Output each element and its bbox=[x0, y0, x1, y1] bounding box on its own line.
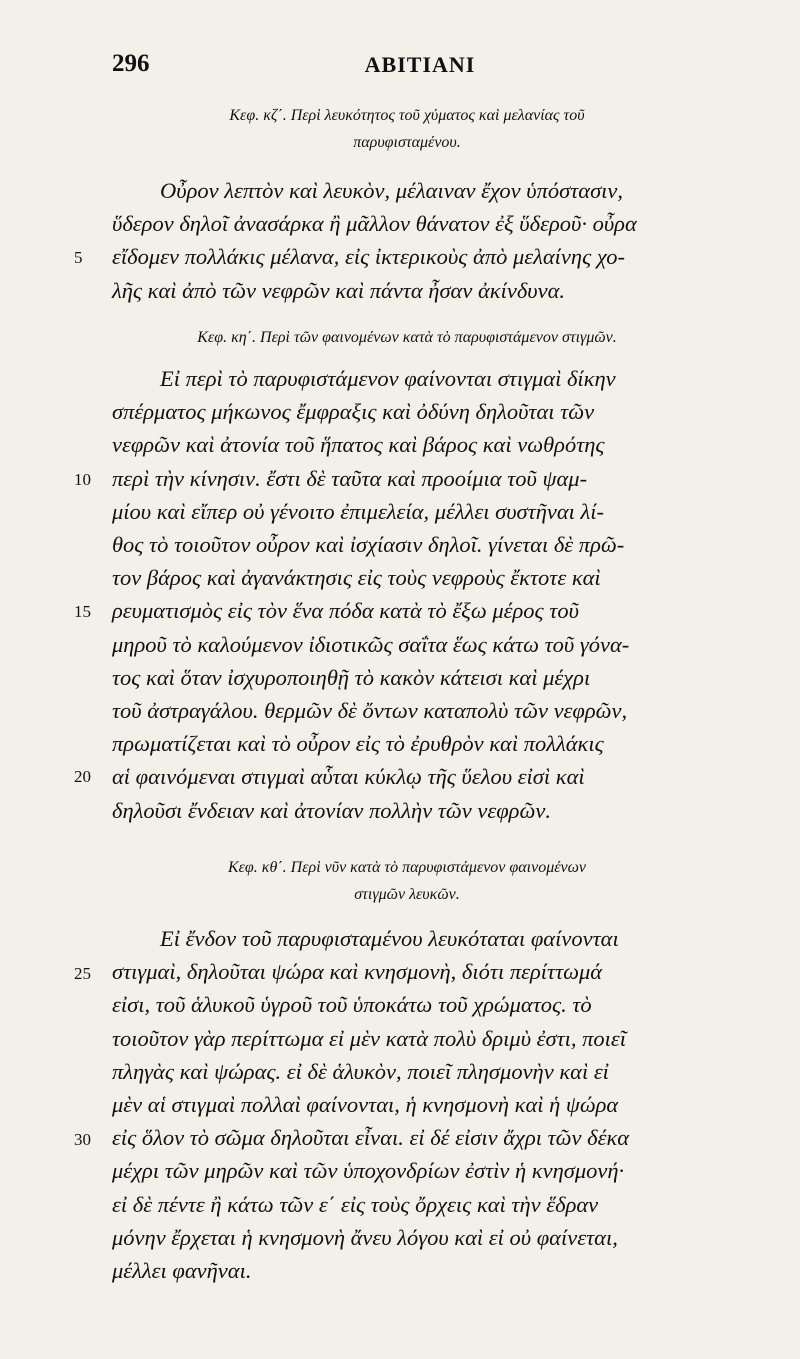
text-line: πρωματίζεται καὶ τὸ οὖρον εἰς τὸ ἐρυθρὸν καὶ πολλάκις bbox=[112, 731, 604, 757]
heading-line: Κεφ. κη΄. Περὶ τῶν φαινομένων κατὰ τὸ παρυφιστάμενον στιγμῶν. bbox=[197, 329, 617, 346]
heading-line: στιγμῶν λευκῶν. bbox=[354, 886, 460, 903]
text-line: Εἰ ἔνδον τοῦ παρυφισταμένου λευκόταται φαίνονται bbox=[160, 926, 619, 951]
heading-line: παρυφισταμένου. bbox=[353, 134, 461, 151]
line-number: 25 bbox=[74, 964, 91, 983]
text-line: Εἰ περὶ τὸ παρυφιστάμενον φαίνονται στιγμαὶ δίκην bbox=[160, 366, 616, 391]
page-number: 296 bbox=[112, 50, 150, 77]
text-line: δηλοῦσι ἔνδειαν καὶ ἀτονίαν πολλὴν τῶν νεφρῶν. bbox=[112, 797, 551, 823]
chapter-heading bbox=[112, 854, 702, 908]
text-line: θος τὸ τοιοῦτον οὖρον καὶ ἰσχίασιν δηλοῖ. γίνεται δὲ πρῶ- bbox=[112, 532, 625, 558]
text-line: σπέρματος μήκωνος ἔμφραξις καὶ ὀδύνη δηλοῦται τῶν bbox=[112, 399, 595, 425]
text-line: τοῦ ἀστραγάλου. θερμῶν δὲ ὄντων καταπολὺ τῶν νεφρῶν, bbox=[112, 698, 628, 724]
chapter-heading bbox=[112, 102, 702, 156]
line-number: 5 bbox=[74, 248, 83, 267]
text-line: Οὖρον λεπτὸν καὶ λευκὸν, μέλαιναν ἔχον ὑπόστασιν, bbox=[160, 178, 624, 203]
line-number: 20 bbox=[74, 767, 91, 786]
text-line: τον βάρος καὶ ἀγανάκτησις εἰς τοὺς νεφροὺς ἔκτοτε καὶ bbox=[112, 565, 601, 591]
text-line: εἴδομεν πολλάκις μέλανα, εἰς ἰκτερικοὺς ἀπὸ μελαίνης χο- bbox=[112, 244, 626, 270]
text-line: μόνην ἔρχεται ἡ κνησμονὴ ἄνευ λόγου καὶ εἰ οὐ φαίνεται, bbox=[112, 1224, 618, 1250]
text-line: λῆς καὶ ἀπὸ τῶν νεφρῶν καὶ πάντα ἦσαν ἀκίνδυνα. bbox=[112, 277, 566, 303]
text-line: μηροῦ τὸ καλούμενον ἰδιοτικῶς σαΐτα ἕως κάτω τοῦ γόνα- bbox=[112, 631, 630, 657]
text-line: εἰσι, τοῦ ἁλυκοῦ ὑγροῦ τοῦ ὑποκάτω τοῦ χρώματος. τὸ bbox=[112, 992, 592, 1018]
text-line: μέχρι τῶν μηρῶν καὶ τῶν ὑποχονδρίων ἐστὶν ἡ κνησμονή· bbox=[112, 1158, 625, 1184]
text-line: ὕδερον δηλοῖ ἀνασάρκα ἢ μᾶλλον θάνατον ἐξ ὕδεροῦ· οὖρα bbox=[112, 211, 637, 237]
line-number: 10 bbox=[74, 470, 91, 489]
running-head bbox=[0, 50, 800, 90]
heading-line: Κεφ. κθ΄. Περὶ νῦν κατὰ τὸ παρυφιστάμενον φαινομένων bbox=[227, 859, 587, 876]
line-number: 30 bbox=[74, 1130, 91, 1149]
heading-line: Κεφ. κζ΄. Περὶ λευκότητος τοῦ χύματος καὶ μελανίας τοῦ bbox=[229, 107, 585, 124]
text-line: στιγμαὶ, δηλοῦται ψώρα καὶ κνησμονὴ, διότι περίττωμά bbox=[112, 959, 603, 985]
text-line: εἰς ὅλον τὸ σῶμα δηλοῦται εἶναι. εἰ δέ εἰσιν ἄχρι τῶν δέκα bbox=[112, 1125, 630, 1151]
text-line: ρευματισμὸς εἰς τὸν ἕνα πόδα κατὰ τὸ ἔξω μέρος τοῦ bbox=[112, 598, 579, 624]
chapter-paragraph bbox=[112, 922, 762, 1287]
text-line: τοιοῦτον γὰρ περίττωμα εἰ μὲν κατὰ πολὺ δριμὺ ἐστι, ποιεῖ bbox=[112, 1025, 627, 1051]
text-line: πληγὰς καὶ ψώρας. εἰ δὲ ἁλυκὸν, ποιεῖ πλησμονὴν καὶ εἰ bbox=[112, 1058, 609, 1084]
chapter-paragraph bbox=[112, 174, 762, 307]
text-line: μὲν αἱ στιγμαὶ πολλαὶ φαίνονται, ἡ κνησμονὴ καὶ ἡ ψώρα bbox=[112, 1092, 619, 1118]
text-line: μέλλει φανῆναι. bbox=[112, 1258, 252, 1284]
text-line: εἰ δὲ πέντε ἢ κάτω τῶν ε΄ εἰς τοὺς ὄρχεις καὶ τὴν ἕδραν bbox=[112, 1191, 599, 1217]
line-number: 15 bbox=[74, 602, 91, 621]
text-line: μίου καὶ εἴπερ οὐ γένοιτο ἐπιμελεία, μέλλει συστῆναι λί- bbox=[112, 498, 605, 524]
text-line: νεφρῶν καὶ ἀτονία τοῦ ἥπατος καὶ βάρος καὶ νωθρότης bbox=[112, 432, 605, 458]
chapter-paragraph bbox=[112, 362, 762, 827]
chapter-heading bbox=[112, 324, 702, 351]
text-line: περὶ τὴν κίνησιν. ἔστι δὲ ταῦτα καὶ προοίμια τοῦ ψαμ- bbox=[112, 465, 588, 491]
text-line: τος καὶ ὅταν ἰσχυροποιηθῇ τὸ κακὸν κάτεισι καὶ μέχρι bbox=[112, 664, 591, 690]
text-line: αἱ φαινόμεναι στιγμαὶ αὗται κύκλῳ τῆς ὕελου εἰσὶ καὶ bbox=[112, 764, 585, 790]
running-title: ΑΒΙΤΙΑΝΙ bbox=[364, 52, 476, 77]
